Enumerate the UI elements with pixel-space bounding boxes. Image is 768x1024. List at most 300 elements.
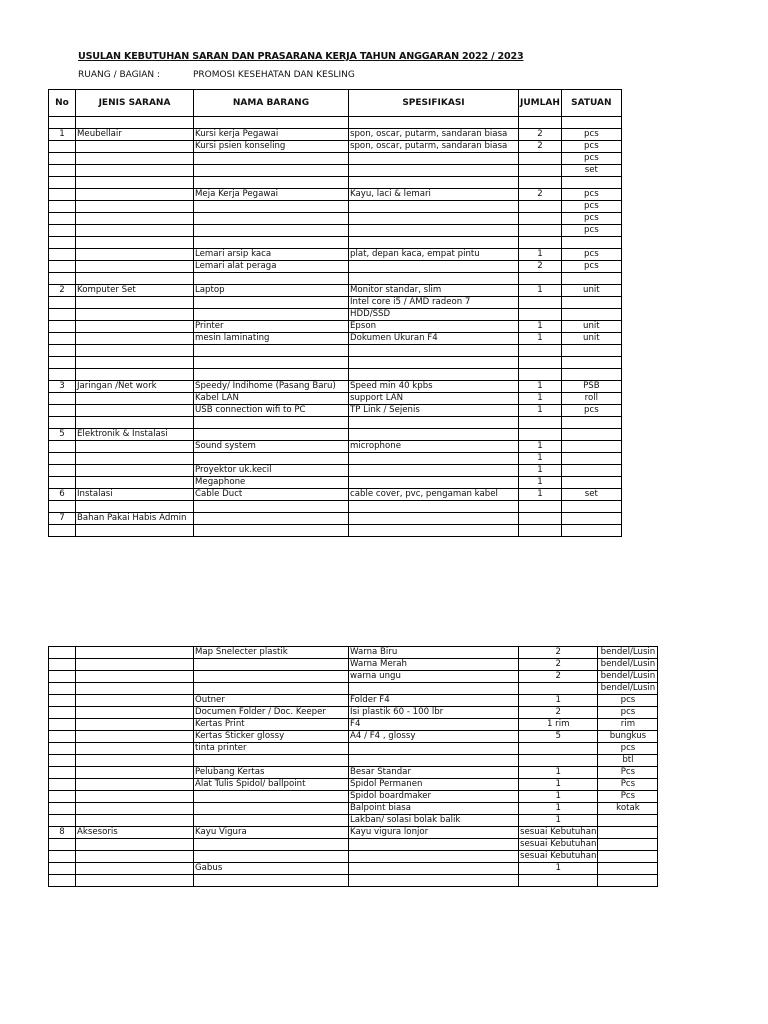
satuan-cell: pcs xyxy=(561,189,621,201)
nama-barang-cell: Proyektor uk.kecil xyxy=(194,465,349,477)
jenis-sarana-cell xyxy=(76,803,194,815)
nama-barang-cell xyxy=(194,525,349,537)
jumlah-cell: 1 xyxy=(519,453,562,465)
jenis-sarana-cell xyxy=(76,165,194,177)
jumlah-cell xyxy=(519,165,562,177)
no-cell xyxy=(49,357,76,369)
table-row xyxy=(49,165,622,177)
table-row xyxy=(49,513,622,525)
satuan-cell xyxy=(561,117,621,129)
jumlah-cell xyxy=(519,345,562,357)
spesifikasi-cell xyxy=(349,863,519,875)
jenis-sarana-cell: Instalasi xyxy=(76,489,194,501)
jumlah-cell: 1 rim xyxy=(519,719,598,731)
spesifikasi-cell xyxy=(349,525,519,537)
jumlah-cell: 2 xyxy=(519,261,562,273)
table-row xyxy=(49,671,658,683)
jenis-sarana-cell xyxy=(76,117,194,129)
table-row xyxy=(49,647,658,659)
jumlah-cell xyxy=(519,875,598,887)
spesifikasi-cell xyxy=(349,261,519,273)
jenis-sarana-cell xyxy=(76,743,194,755)
satuan-cell xyxy=(561,309,621,321)
nama-barang-cell xyxy=(194,225,349,237)
spesifikasi-cell: Warna Merah xyxy=(349,659,519,671)
spesifikasi-cell: Kayu vigura lonjor xyxy=(349,827,519,839)
col-header-nama-barang: NAMA BARANG xyxy=(194,90,349,117)
jenis-sarana-cell: Meubellair xyxy=(76,129,194,141)
nama-barang-cell xyxy=(194,851,349,863)
nama-barang-cell: Sound system xyxy=(194,441,349,453)
jenis-sarana-cell xyxy=(76,755,194,767)
no-cell xyxy=(49,851,76,863)
col-header-spesifikasi: SPESIFIKASI xyxy=(349,90,519,117)
satuan-cell: unit xyxy=(561,321,621,333)
jumlah-cell: 1 xyxy=(519,695,598,707)
jumlah-cell xyxy=(519,177,562,189)
satuan-cell: roll xyxy=(561,393,621,405)
jenis-sarana-cell: Komputer Set xyxy=(76,285,194,297)
nama-barang-cell xyxy=(194,309,349,321)
table-row xyxy=(49,791,658,803)
no-cell: 5 xyxy=(49,429,76,441)
jenis-sarana-cell xyxy=(76,525,194,537)
nama-barang-cell xyxy=(194,839,349,851)
spesifikasi-cell xyxy=(349,201,519,213)
jenis-sarana-cell xyxy=(76,863,194,875)
nama-barang-cell: Map Snelecter plastik xyxy=(194,647,349,659)
no-cell xyxy=(49,405,76,417)
no-cell xyxy=(49,755,76,767)
spesifikasi-cell xyxy=(349,345,519,357)
table-row xyxy=(49,345,622,357)
table-row xyxy=(49,201,622,213)
col-header-jenis-sarana: JENIS SARANA xyxy=(76,90,194,117)
no-cell xyxy=(49,683,76,695)
satuan-cell: bendel/Lusin xyxy=(598,671,658,683)
satuan-cell xyxy=(561,417,621,429)
no-cell xyxy=(49,707,76,719)
jumlah-cell xyxy=(519,225,562,237)
spesifikasi-cell: Warna Biru xyxy=(349,647,519,659)
spesifikasi-cell xyxy=(349,357,519,369)
spesifikasi-cell: spon, oscar, putarm, sandaran biasa xyxy=(349,141,519,153)
nama-barang-cell xyxy=(194,659,349,671)
nama-barang-cell xyxy=(194,513,349,525)
jenis-sarana-cell xyxy=(76,477,194,489)
jenis-sarana-cell xyxy=(76,249,194,261)
no-cell xyxy=(49,333,76,345)
table-header-row xyxy=(49,90,622,117)
table-row xyxy=(49,225,622,237)
jumlah-cell: 1 xyxy=(519,249,562,261)
table-row xyxy=(49,489,622,501)
table-row xyxy=(49,405,622,417)
jumlah-cell: 1 xyxy=(519,815,598,827)
satuan-cell xyxy=(561,297,621,309)
nama-barang-cell: Speedy/ Indihome (Pasang Baru) xyxy=(194,381,349,393)
jenis-sarana-cell: Bahan Pakai Habis Admin xyxy=(76,513,194,525)
jenis-sarana-cell xyxy=(76,719,194,731)
no-cell xyxy=(49,249,76,261)
nama-barang-cell xyxy=(194,803,349,815)
satuan-cell xyxy=(561,441,621,453)
spesifikasi-cell: Balpoint biasa xyxy=(349,803,519,815)
jumlah-cell xyxy=(519,417,562,429)
no-cell xyxy=(49,237,76,249)
no-cell xyxy=(49,153,76,165)
jumlah-cell xyxy=(519,213,562,225)
jenis-sarana-cell xyxy=(76,177,194,189)
spesifikasi-cell xyxy=(349,743,519,755)
no-cell xyxy=(49,393,76,405)
no-cell xyxy=(49,117,76,129)
table-row xyxy=(49,129,622,141)
satuan-cell xyxy=(598,827,658,839)
no-cell xyxy=(49,525,76,537)
table-row xyxy=(49,261,622,273)
satuan-cell: Pcs xyxy=(598,767,658,779)
jenis-sarana-cell xyxy=(76,153,194,165)
jumlah-cell: 2 xyxy=(519,189,562,201)
satuan-cell xyxy=(561,177,621,189)
col-header-no: No xyxy=(49,90,76,117)
jenis-sarana-cell xyxy=(76,141,194,153)
no-cell: 6 xyxy=(49,489,76,501)
no-cell xyxy=(49,803,76,815)
jenis-sarana-cell: Aksesoris xyxy=(76,827,194,839)
nama-barang-cell xyxy=(194,273,349,285)
nama-barang-cell: Alat Tulis Spidol/ ballpoint xyxy=(194,779,349,791)
table-row xyxy=(49,827,658,839)
nama-barang-cell xyxy=(194,755,349,767)
jenis-sarana-cell xyxy=(76,671,194,683)
satuan-cell: pcs xyxy=(598,743,658,755)
spesifikasi-cell: Speed min 40 kpbs xyxy=(349,381,519,393)
no-cell: 8 xyxy=(49,827,76,839)
jumlah-cell xyxy=(519,501,562,513)
jenis-sarana-cell xyxy=(76,779,194,791)
table-row xyxy=(49,321,622,333)
jenis-sarana-cell xyxy=(76,201,194,213)
jenis-sarana-cell xyxy=(76,659,194,671)
jumlah-cell xyxy=(519,513,562,525)
satuan-cell: unit xyxy=(561,285,621,297)
no-cell xyxy=(49,695,76,707)
requirements-table-1 xyxy=(48,89,622,537)
nama-barang-cell: Pelubang Kertas xyxy=(194,767,349,779)
jenis-sarana-cell xyxy=(76,321,194,333)
no-cell xyxy=(49,815,76,827)
jenis-sarana-cell: Jaringan /Net work xyxy=(76,381,194,393)
nama-barang-cell xyxy=(194,165,349,177)
table-row xyxy=(49,249,622,261)
jenis-sarana-cell xyxy=(76,261,194,273)
table-row xyxy=(49,683,658,695)
satuan-cell: pcs xyxy=(561,249,621,261)
nama-barang-cell xyxy=(194,237,349,249)
satuan-cell: Pcs xyxy=(598,791,658,803)
spesifikasi-cell xyxy=(349,165,519,177)
jumlah-cell: 1 xyxy=(519,803,598,815)
satuan-cell xyxy=(561,237,621,249)
no-cell xyxy=(49,297,76,309)
table-row xyxy=(49,731,658,743)
table-row xyxy=(49,189,622,201)
nama-barang-cell: Kursi psien konseling xyxy=(194,141,349,153)
jenis-sarana-cell xyxy=(76,791,194,803)
satuan-cell xyxy=(561,369,621,381)
nama-barang-cell xyxy=(194,875,349,887)
nama-barang-cell: Kertas Sticker glossy xyxy=(194,731,349,743)
jumlah-cell: 2 xyxy=(519,647,598,659)
jumlah-cell: sesuai Kebutuhan xyxy=(520,839,597,849)
satuan-cell xyxy=(598,875,658,887)
spesifikasi-cell: Spidol Permanen xyxy=(349,779,519,791)
jenis-sarana-cell: Elektronik & Instalasi xyxy=(76,429,194,441)
jumlah-cell: 2 xyxy=(519,671,598,683)
jenis-sarana-cell xyxy=(76,647,194,659)
no-cell xyxy=(49,767,76,779)
jumlah-cell: 1 xyxy=(519,477,562,489)
jumlah-cell: 1 xyxy=(519,285,562,297)
jumlah-cell: 2 xyxy=(519,129,562,141)
spesifikasi-cell xyxy=(349,429,519,441)
satuan-cell: kotak xyxy=(598,803,658,815)
spesifikasi-cell: support LAN xyxy=(349,393,519,405)
no-cell: 1 xyxy=(49,129,76,141)
nama-barang-cell xyxy=(194,201,349,213)
table-row xyxy=(49,815,658,827)
spesifikasi-cell xyxy=(349,225,519,237)
jenis-sarana-cell xyxy=(76,851,194,863)
satuan-cell: pcs xyxy=(561,129,621,141)
spesifikasi-cell: Monitor standar, slim xyxy=(349,285,519,297)
no-cell xyxy=(49,501,76,513)
table-row xyxy=(49,213,622,225)
no-cell xyxy=(49,465,76,477)
table-row xyxy=(49,525,622,537)
satuan-cell xyxy=(561,357,621,369)
spesifikasi-cell: Kayu, laci & lemari xyxy=(349,189,519,201)
spesifikasi-cell xyxy=(349,839,519,851)
satuan-cell: pcs xyxy=(561,153,621,165)
table-row xyxy=(49,117,622,129)
table-row xyxy=(49,477,622,489)
document-title: USULAN KEBUTUHAN SARAN DAN PRASARANA KERJA TAHUN ANGGARAN 2022 / 2023 xyxy=(78,51,524,62)
no-cell xyxy=(49,225,76,237)
table-row xyxy=(49,333,622,345)
no-cell xyxy=(49,261,76,273)
no-cell xyxy=(49,863,76,875)
jumlah-cell: 1 xyxy=(519,489,562,501)
nama-barang-cell xyxy=(194,177,349,189)
spesifikasi-cell xyxy=(349,851,519,863)
no-cell xyxy=(49,273,76,285)
no-cell xyxy=(49,477,76,489)
jenis-sarana-cell xyxy=(76,237,194,249)
nama-barang-cell: Lemari arsip kaca xyxy=(194,249,349,261)
table-row xyxy=(49,273,622,285)
no-cell: 3 xyxy=(49,381,76,393)
spesifikasi-cell: TP Link / Sejenis xyxy=(349,405,519,417)
jenis-sarana-cell xyxy=(76,839,194,851)
jumlah-cell: 1 xyxy=(519,441,562,453)
satuan-cell xyxy=(561,273,621,285)
no-cell xyxy=(49,201,76,213)
no-cell xyxy=(49,875,76,887)
jumlah-cell: 2 xyxy=(519,659,598,671)
table-row xyxy=(49,501,622,513)
spesifikasi-cell xyxy=(349,875,519,887)
ruang-label: RUANG / BAGIAN : xyxy=(78,70,161,80)
no-cell xyxy=(49,213,76,225)
jumlah-cell: 1 xyxy=(519,465,562,477)
jumlah-cell xyxy=(519,683,598,695)
spesifikasi-cell: plat, depan kaca, empat pintu xyxy=(349,249,519,261)
no-cell xyxy=(49,189,76,201)
jenis-sarana-cell xyxy=(76,501,194,513)
no-cell xyxy=(49,647,76,659)
nama-barang-cell xyxy=(194,429,349,441)
jenis-sarana-cell xyxy=(76,767,194,779)
satuan-cell: pcs xyxy=(561,141,621,153)
jenis-sarana-cell xyxy=(76,731,194,743)
satuan-cell xyxy=(561,525,621,537)
satuan-cell xyxy=(598,863,658,875)
satuan-cell: pcs xyxy=(561,261,621,273)
spesifikasi-cell xyxy=(349,177,519,189)
jumlah-cell: 2 xyxy=(519,141,562,153)
satuan-cell xyxy=(561,465,621,477)
jumlah-cell xyxy=(519,297,562,309)
jumlah-cell xyxy=(519,525,562,537)
nama-barang-cell xyxy=(194,117,349,129)
nama-barang-cell xyxy=(194,297,349,309)
nama-barang-cell: mesin laminating xyxy=(194,333,349,345)
jenis-sarana-cell xyxy=(76,297,194,309)
satuan-cell: bungkus xyxy=(598,731,658,743)
no-cell xyxy=(49,369,76,381)
ruang-value: PROMOSI KESEHATAN DAN KESLING xyxy=(193,70,355,80)
satuan-cell: pcs xyxy=(598,695,658,707)
satuan-cell xyxy=(561,477,621,489)
jumlah-cell: 1 xyxy=(519,393,562,405)
nama-barang-cell: Lemari alat peraga xyxy=(194,261,349,273)
jumlah-cell xyxy=(519,201,562,213)
spesifikasi-cell: Dokumen Ukuran F4 xyxy=(349,333,519,345)
requirements-table-2 xyxy=(48,646,658,887)
no-cell xyxy=(49,743,76,755)
nama-barang-cell xyxy=(194,671,349,683)
satuan-cell xyxy=(561,345,621,357)
spesifikasi-cell xyxy=(349,369,519,381)
table-row xyxy=(49,393,622,405)
table-row xyxy=(49,177,622,189)
no-cell xyxy=(49,345,76,357)
nama-barang-cell xyxy=(194,501,349,513)
spesifikasi-cell xyxy=(349,273,519,285)
nama-barang-cell: tinta printer xyxy=(194,743,349,755)
nama-barang-cell: Megaphone xyxy=(194,477,349,489)
spesifikasi-cell xyxy=(349,213,519,225)
no-cell xyxy=(49,779,76,791)
spesifikasi-cell: F4 xyxy=(349,719,519,731)
jumlah-cell: 1 xyxy=(519,381,562,393)
no-cell xyxy=(49,839,76,851)
no-cell xyxy=(49,141,76,153)
jumlah-cell xyxy=(519,237,562,249)
spesifikasi-cell: warna ungu xyxy=(349,671,519,683)
table-row xyxy=(49,839,658,851)
no-cell xyxy=(49,177,76,189)
jumlah-cell xyxy=(519,755,598,767)
nama-barang-cell: Kayu Vigura xyxy=(194,827,349,839)
jenis-sarana-cell xyxy=(76,453,194,465)
table-row xyxy=(49,803,658,815)
table-row xyxy=(49,719,658,731)
jenis-sarana-cell xyxy=(76,441,194,453)
no-cell xyxy=(49,453,76,465)
jenis-sarana-cell xyxy=(76,189,194,201)
nama-barang-cell: Kabel LAN xyxy=(194,393,349,405)
jumlah-cell: 1 xyxy=(519,405,562,417)
nama-barang-cell xyxy=(194,683,349,695)
no-cell: 2 xyxy=(49,285,76,297)
jenis-sarana-cell xyxy=(76,417,194,429)
table-row xyxy=(49,417,622,429)
spesifikasi-cell: Intel core i5 / AMD radeon 7 xyxy=(349,297,519,309)
spesifikasi-cell xyxy=(349,237,519,249)
satuan-cell: pcs xyxy=(598,707,658,719)
jumlah-cell: 1 xyxy=(519,863,598,875)
jenis-sarana-cell xyxy=(76,683,194,695)
nama-barang-cell: Cable Duct xyxy=(194,489,349,501)
satuan-cell: set xyxy=(561,165,621,177)
jumlah-cell xyxy=(519,273,562,285)
spesifikasi-cell: Lakban/ solasi bolak balik xyxy=(349,815,519,827)
satuan-cell xyxy=(598,851,658,863)
table-row xyxy=(49,743,658,755)
spesifikasi-cell: Spidol boardmaker xyxy=(349,791,519,803)
jenis-sarana-cell xyxy=(76,875,194,887)
nama-barang-cell: Laptop xyxy=(194,285,349,297)
nama-barang-cell xyxy=(194,153,349,165)
nama-barang-cell xyxy=(194,815,349,827)
spesifikasi-cell xyxy=(349,477,519,489)
jumlah-cell: 1 xyxy=(519,791,598,803)
jumlah-cell xyxy=(519,429,562,441)
satuan-cell: bendel/Lusin xyxy=(598,659,658,671)
satuan-cell xyxy=(598,839,658,851)
jumlah-cell: sesuai Kebutuhan xyxy=(520,851,597,861)
spesifikasi-cell xyxy=(349,453,519,465)
spesifikasi-cell: Isi plastik 60 - 100 lbr xyxy=(349,707,519,719)
nama-barang-cell: Kursi kerja Pegawai xyxy=(194,129,349,141)
jenis-sarana-cell xyxy=(76,357,194,369)
nama-barang-cell xyxy=(194,213,349,225)
spesifikasi-cell: Folder F4 xyxy=(349,695,519,707)
satuan-cell: pcs xyxy=(561,405,621,417)
spesifikasi-cell xyxy=(349,683,519,695)
satuan-cell: pcs xyxy=(561,213,621,225)
nama-barang-cell xyxy=(194,791,349,803)
table-row xyxy=(49,465,622,477)
nama-barang-cell: Meja Kerja Pegawai xyxy=(194,189,349,201)
table-row xyxy=(49,381,622,393)
jumlah-cell: 5 xyxy=(519,731,598,743)
spesifikasi-cell xyxy=(349,513,519,525)
